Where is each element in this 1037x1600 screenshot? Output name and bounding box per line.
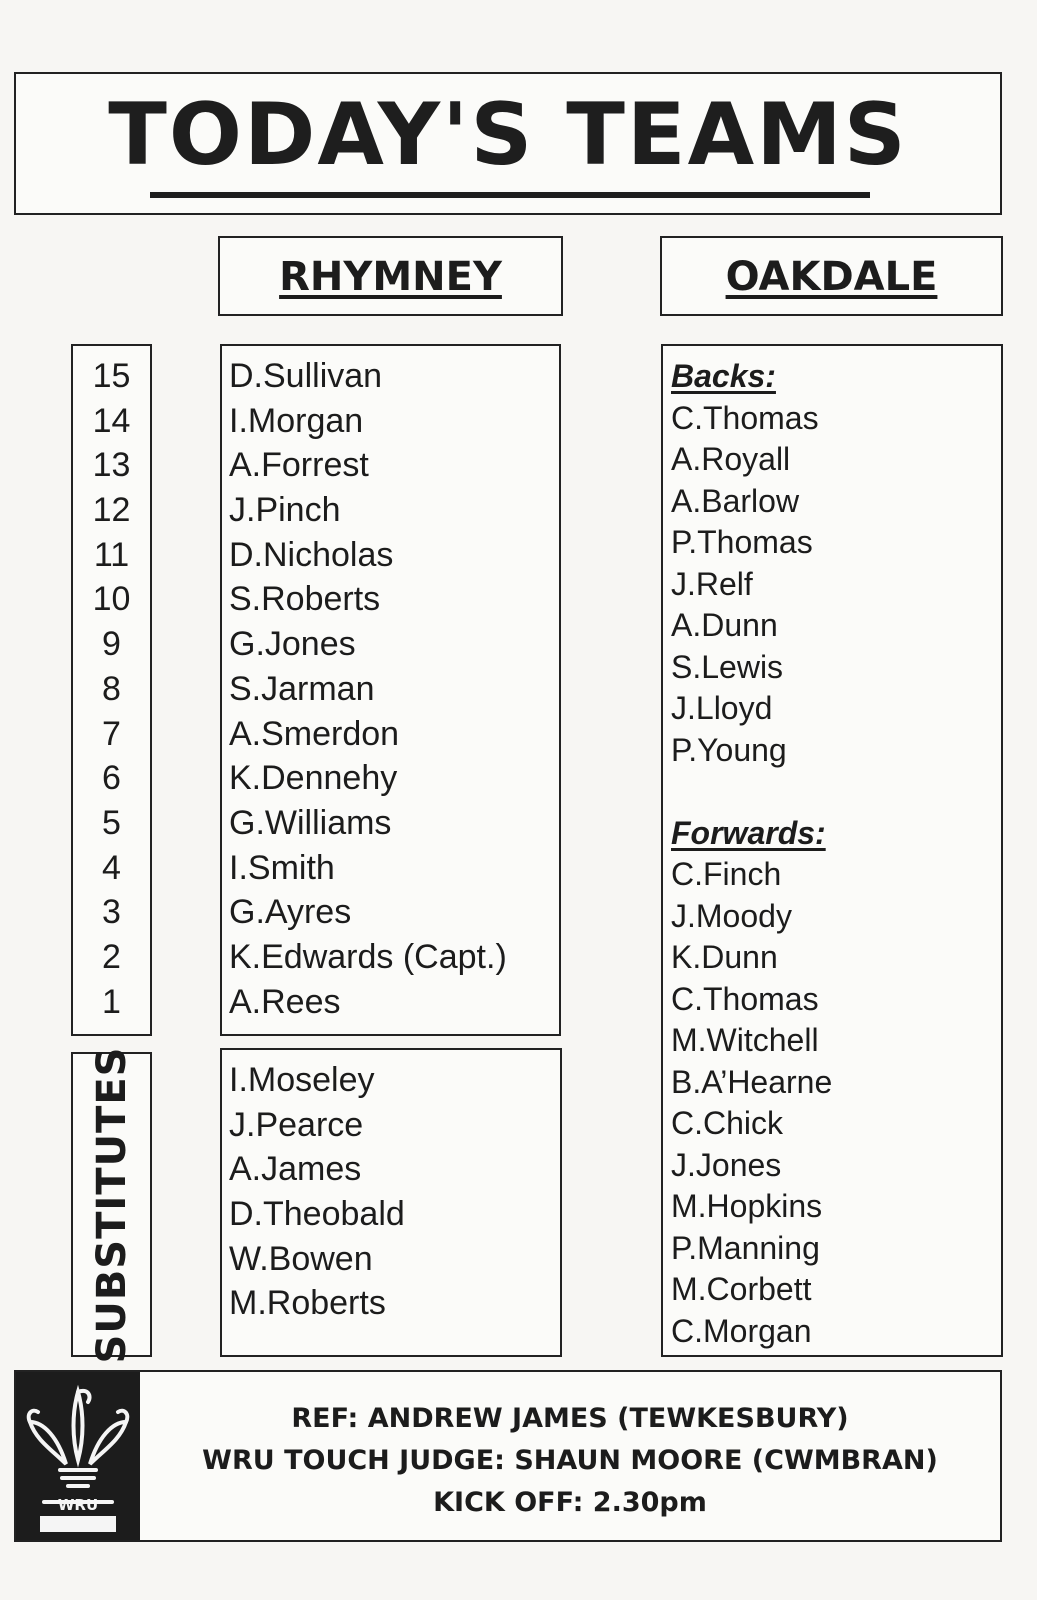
- away-backs-list: [671, 398, 832, 772]
- officials-box: [14, 1370, 1002, 1542]
- home-player: A.Smerdon: [229, 714, 400, 753]
- away-team-name: OAKDALE: [725, 254, 938, 300]
- home-team-name: RHYMNEY: [279, 254, 502, 300]
- away-forward-player: M.Witchell: [671, 1022, 819, 1058]
- home-team-header: [218, 236, 563, 316]
- away-forward-player: J.Jones: [671, 1146, 782, 1183]
- home-player: D.Sullivan: [229, 357, 383, 395]
- position-number: 8: [102, 669, 121, 708]
- away-team-header: [660, 236, 1003, 316]
- home-player: D.Nicholas: [229, 535, 394, 574]
- position-number: 1: [102, 982, 121, 1021]
- position-numbers-box: [71, 344, 152, 1036]
- home-substitute: D.Theobald: [229, 1195, 405, 1234]
- home-player: A.Rees: [229, 982, 341, 1021]
- page-title: TODAY'S TEAMS: [108, 85, 908, 185]
- away-back-player: C.Thomas: [671, 399, 819, 436]
- position-number: 7: [102, 714, 121, 753]
- away-forward-player: C.Chick: [671, 1105, 784, 1141]
- away-back-player: A.Dunn: [671, 607, 778, 643]
- away-back-player: P.Thomas: [671, 524, 813, 560]
- home-player: I.Smith: [229, 848, 335, 887]
- kick-off-line: KICK OFF: 2.30pm: [433, 1487, 707, 1518]
- home-player: I.Morgan: [229, 401, 364, 440]
- away-back-player: P.Young: [671, 731, 787, 768]
- position-number: 3: [102, 893, 121, 932]
- position-number: 5: [102, 803, 121, 842]
- away-forward-player: B.A’Hearne: [671, 1063, 833, 1100]
- home-player: G.Ayres: [229, 893, 352, 932]
- away-forward-player: K.Dunn: [671, 939, 778, 975]
- position-number: 15: [92, 357, 131, 395]
- referee-line: REF: ANDREW JAMES (TEWKESBURY): [291, 1403, 849, 1434]
- home-substitute: I.Moseley: [229, 1061, 375, 1099]
- away-back-player: J.Lloyd: [671, 690, 773, 726]
- away-forward-player: C.Morgan: [671, 1312, 812, 1349]
- backs-heading: Backs:: [671, 358, 776, 394]
- title-underline: [150, 192, 870, 198]
- position-number: 14: [92, 401, 131, 440]
- home-player: G.Jones: [229, 625, 356, 664]
- position-number: 9: [102, 625, 121, 664]
- position-number: 6: [102, 759, 121, 798]
- away-back-player: J.Relf: [671, 565, 753, 602]
- home-substitutes-list: [229, 1058, 405, 1326]
- position-number: 2: [102, 937, 121, 976]
- away-forwards-list: [671, 854, 832, 1352]
- home-player: K.Edwards (Capt.): [229, 937, 507, 976]
- wru-logo: [16, 1372, 140, 1540]
- away-forward-player: M.Corbett: [671, 1271, 812, 1307]
- wru-logo-text: WRU: [57, 1496, 99, 1514]
- home-substitute: J.Pearce: [229, 1105, 364, 1144]
- away-forward-player: C.Finch: [671, 856, 782, 892]
- home-substitute: W.Bowen: [229, 1239, 373, 1278]
- home-substitute: A.James: [229, 1150, 362, 1189]
- away-forward-player: M.Hopkins: [671, 1188, 823, 1224]
- away-forward-player: P.Manning: [671, 1229, 820, 1266]
- officials-info: [140, 1398, 1000, 1524]
- position-number: 10: [92, 580, 131, 619]
- home-players-box: [220, 344, 561, 1036]
- away-forward-player: J.Moody: [671, 897, 792, 934]
- forwards-heading: Forwards:: [671, 814, 826, 851]
- away-back-player: A.Royall: [671, 441, 791, 477]
- away-players-box: [661, 344, 1003, 1357]
- home-player: A.Forrest: [229, 446, 369, 485]
- home-player: J.Pinch: [229, 491, 341, 530]
- position-number: 13: [92, 446, 131, 485]
- home-player: S.Roberts: [229, 580, 381, 619]
- home-player: K.Dennehy: [229, 759, 398, 798]
- home-player: S.Jarman: [229, 669, 375, 708]
- substitutes-label: SUBSTITUTES: [88, 1046, 135, 1363]
- position-number: 12: [92, 491, 131, 530]
- touch-judge-line: WRU TOUCH JUDGE: SHAUN MOORE (CWMBRAN): [202, 1445, 938, 1476]
- position-number: 4: [102, 848, 121, 887]
- section-spacer: [671, 771, 832, 813]
- title-box: [14, 72, 1002, 215]
- away-players-list: [671, 356, 832, 1352]
- home-player: G.Williams: [229, 803, 392, 842]
- home-substitute: M.Roberts: [229, 1284, 386, 1323]
- home-substitutes-box: [220, 1048, 562, 1357]
- away-forward-player: C.Thomas: [671, 980, 819, 1017]
- away-back-player: S.Lewis: [671, 648, 784, 685]
- position-number: 11: [93, 535, 130, 574]
- home-players-list: [229, 354, 507, 1024]
- position-numbers-list: [73, 354, 150, 1024]
- prince-of-wales-feathers-icon: [22, 1378, 134, 1538]
- substitutes-label-box: [71, 1046, 152, 1363]
- away-back-player: A.Barlow: [671, 482, 800, 519]
